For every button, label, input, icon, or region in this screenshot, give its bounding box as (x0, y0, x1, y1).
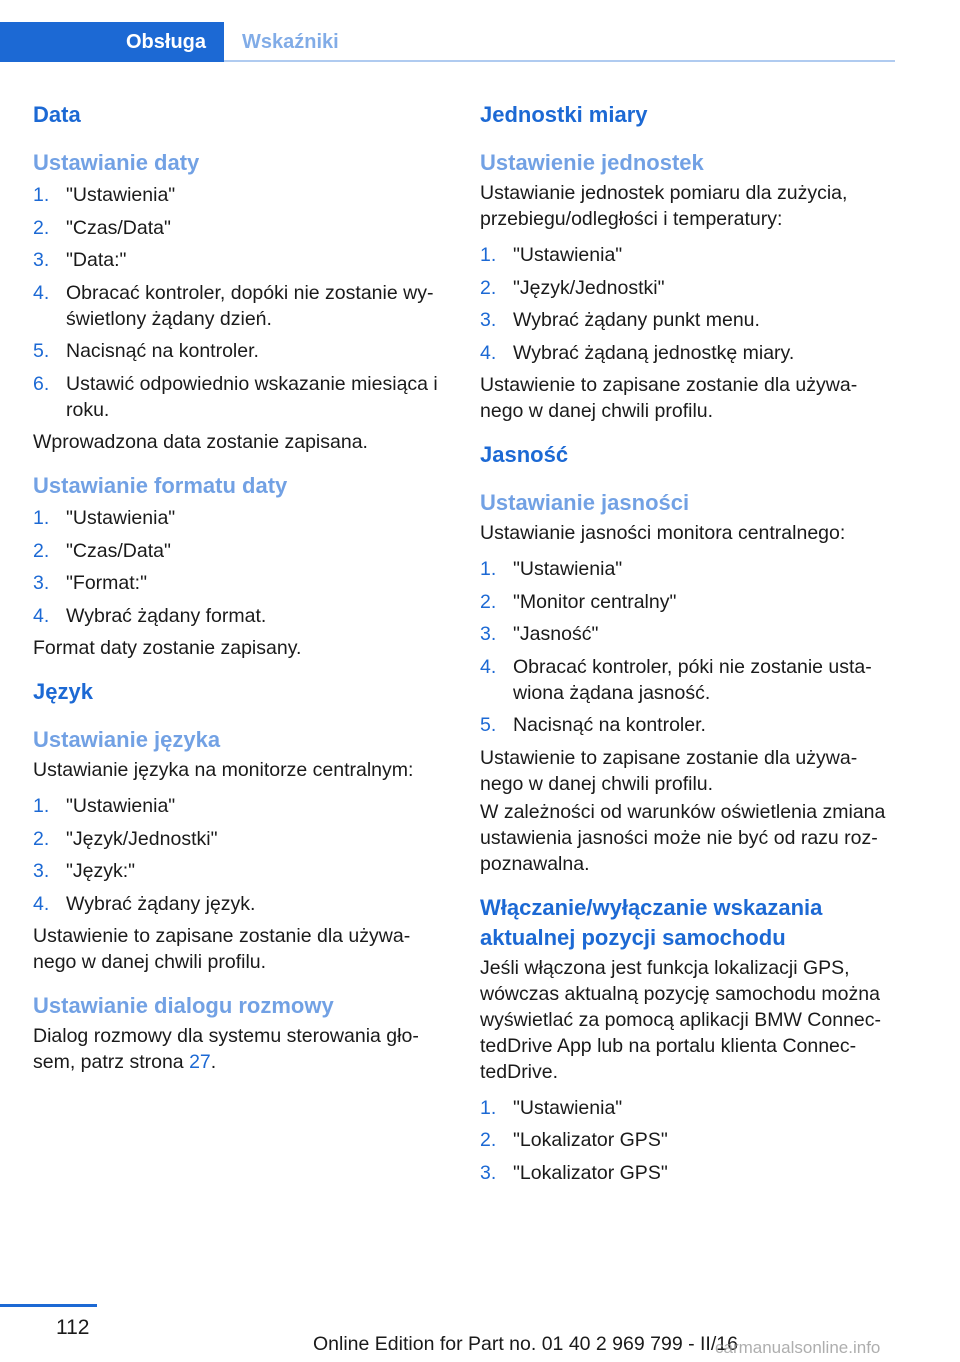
steps-gps (480, 1095, 895, 1186)
list-item (480, 654, 895, 706)
right-column (480, 100, 895, 1192)
step-text: "Czas/Data" (66, 539, 171, 562)
step-number: 3. (33, 249, 50, 271)
list-item (480, 621, 895, 647)
dialog-text: Dialog rozmowy dla systemu sterowania gło-sem, patrz strona (33, 1025, 419, 1073)
step-number: 4. (33, 281, 50, 304)
step-text: "Ustawienia" (513, 1096, 623, 1119)
step-text: "Lokalizator GPS" (513, 1129, 668, 1151)
steps-date-format (33, 505, 448, 629)
list-item (480, 1095, 895, 1121)
page-number: 112 (56, 1316, 90, 1339)
watermark: carmanualsonline.info (715, 1338, 881, 1357)
step-number: 3. (33, 572, 50, 594)
list-item (33, 891, 448, 917)
step-text: "Data:" (66, 249, 127, 271)
step-number: 2. (33, 827, 50, 850)
step-number: 1. (480, 244, 497, 266)
list-item (33, 505, 448, 531)
header-rule (224, 60, 895, 62)
step-number: 3. (33, 860, 50, 882)
steps-set-language (33, 793, 448, 917)
steps-set-brightness (480, 556, 895, 738)
section-title-units: Jednostki miary (480, 102, 648, 127)
list-item (480, 340, 895, 366)
step-text: "Monitor centralny" (513, 590, 677, 613)
paragraph-units-saved: Ustawienie to zapisane zostanie dla używa-nego w danej chwili profilu. (480, 374, 858, 422)
list-item (33, 603, 448, 629)
subsection-title-set-language: Ustawianie języka (33, 727, 221, 752)
steps-set-units (480, 242, 895, 366)
page-link-27[interactable]: 27 (189, 1051, 211, 1073)
list-item (480, 275, 895, 301)
list-item (480, 556, 895, 582)
step-text: "Ustawienia" (66, 795, 176, 817)
step-text: "Ustawienia" (66, 184, 176, 206)
step-number: 4. (33, 892, 50, 915)
dialog-period: . (210, 1051, 217, 1073)
section-title-language: Język (33, 679, 93, 704)
paragraph-gps-intro: Jeśli włączona jest funkcja lokalizacji GPS, wówczas aktualną pozycję samochodu można wyświetlać za pomocą aplikacji BMW Connec-tedDrive App lub na portalu klienta Connec-tedDrive. (480, 956, 881, 1083)
step-text: Wybrać żądaną jednostkę miary. (513, 341, 795, 364)
paragraph-language-intro: Ustawianie języka na monitorze centralnym: (33, 759, 414, 781)
paragraph-brightness-note: W zależności od warunków oświetlenia zmiana ustawienia jasności może nie być od razu roz-poznawalna. (480, 800, 886, 875)
list-item (33, 826, 448, 852)
step-text: Obracać kontroler, dopóki nie zostanie wy-świetlony żądany dzień. (66, 281, 434, 330)
step-number: 5. (480, 714, 497, 736)
step-text: "Ustawienia" (513, 244, 623, 266)
step-number: 3. (480, 309, 497, 331)
subsection-title-gps: Włączanie/wyłączanie wskazania aktualnej pozycji samochodu (480, 894, 823, 950)
step-number: 3. (480, 623, 497, 645)
section-title-brightness: Jasność (480, 442, 569, 467)
step-number: 1. (480, 1096, 497, 1119)
step-number: 4. (480, 655, 497, 678)
list-item (33, 215, 448, 241)
step-number: 2. (480, 590, 497, 613)
step-text: "Format:" (66, 572, 148, 594)
step-text: "Język/Jednostki" (513, 276, 665, 299)
list-item (33, 793, 448, 819)
step-text: "Ustawienia" (513, 558, 623, 580)
step-number: 2. (33, 216, 50, 239)
list-item (480, 1160, 895, 1186)
left-column (33, 100, 448, 1075)
step-number: 4. (480, 341, 497, 364)
step-number: 3. (480, 1161, 497, 1184)
steps-set-date (33, 182, 448, 423)
step-text: "Lokalizator GPS" (513, 1161, 668, 1184)
step-number: 6. (33, 372, 50, 395)
subsection-title-set-date: Ustawianie daty (33, 150, 200, 175)
paragraph-format-saved: Format daty zostanie zapisany. (33, 637, 302, 659)
list-item (480, 1127, 895, 1153)
subsection-title-set-units: Ustawienie jednostek (480, 150, 704, 175)
paragraph-units-intro: Ustawianie jednostek pomiaru dla zużycia, przebiegu/odległości i temperatury: (480, 182, 848, 230)
step-text: "Ustawienia" (66, 507, 176, 529)
step-text: Wybrać żądany format. (66, 604, 267, 627)
paragraph-dialog (33, 1023, 448, 1075)
list-item (33, 182, 448, 208)
step-number: 2. (480, 1129, 497, 1151)
step-text: "Język/Jednostki" (66, 827, 218, 850)
step-number: 1. (480, 558, 497, 580)
list-item (480, 307, 895, 333)
subsection-title-set-brightness: Ustawianie jasności (480, 490, 690, 515)
paragraph-brightness-intro: Ustawianie jasności monitora centralnego: (480, 522, 846, 544)
list-item (33, 338, 448, 364)
step-number: 1. (33, 184, 50, 206)
section-title-data: Data (33, 102, 81, 127)
step-text: "Jasność" (513, 623, 599, 645)
subsection-title-dialog: Ustawianie dialogu rozmowy (33, 993, 334, 1018)
step-number: 5. (33, 340, 50, 362)
tab-obsluga[interactable]: Obsługa (0, 22, 224, 62)
step-number: 2. (33, 539, 50, 562)
list-item (33, 570, 448, 596)
step-text: "Język:" (66, 860, 136, 882)
step-number: 1. (33, 507, 50, 529)
tab-wskazniki[interactable]: Wskaźniki (242, 30, 339, 53)
step-number: 2. (480, 276, 497, 299)
list-item (480, 242, 895, 268)
list-item (480, 589, 895, 615)
list-item (33, 280, 448, 332)
list-item (33, 538, 448, 564)
step-text: Obracać kontroler, póki nie zostanie usta-wiona żądana jasność. (513, 655, 872, 704)
step-text: Ustawić odpowiednio wskazanie miesiąca i roku. (66, 372, 438, 421)
page-number-rule (0, 1304, 97, 1307)
paragraph-date-saved: Wprowadzona data zostanie zapisana. (33, 431, 368, 453)
step-text: Wybrać żądany punkt menu. (513, 309, 760, 331)
step-text: Wybrać żądany język. (66, 892, 256, 915)
list-item (33, 247, 448, 273)
step-number: 4. (33, 604, 50, 627)
subsection-title-date-format: Ustawianie formatu daty (33, 473, 288, 498)
step-number: 1. (33, 795, 50, 817)
list-item (33, 371, 448, 423)
step-text: Nacisnąć na kontroler. (513, 714, 706, 736)
step-text: "Czas/Data" (66, 216, 171, 239)
paragraph-brightness-saved: Ustawienie to zapisane zostanie dla używa-nego w danej chwili profilu. (480, 746, 858, 795)
paragraph-language-saved: Ustawienie to zapisane zostanie dla używa-nego w danej chwili profilu. (33, 925, 411, 973)
list-item (33, 858, 448, 884)
edition-note: Online Edition for Part no. 01 40 2 969 799 - II/16 (313, 1333, 738, 1355)
step-text: Nacisnąć na kontroler. (66, 340, 259, 362)
list-item (480, 712, 895, 738)
header-tabs (0, 22, 895, 62)
